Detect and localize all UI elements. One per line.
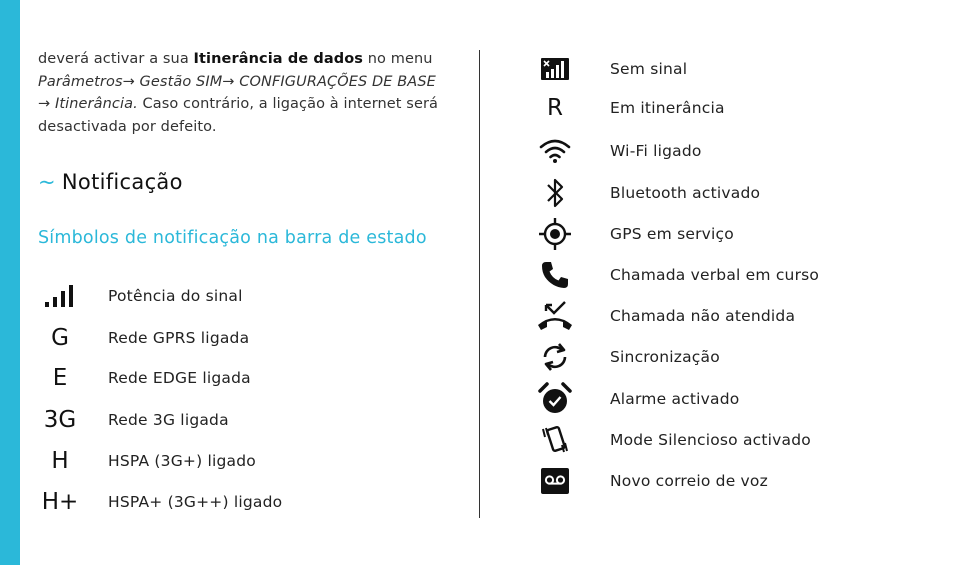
gprs-icon [37, 318, 83, 358]
list-item-label: Rede 3G ligada [108, 411, 229, 429]
gprs-glyph: G [51, 325, 69, 351]
heading-title: Notificação [61, 170, 183, 194]
list-item-label: HSPA+ (3G++) ligado [108, 493, 283, 511]
phone-call-icon [532, 255, 578, 295]
list-item-label: Chamada não atendida [610, 307, 796, 325]
edge-icon [37, 358, 83, 398]
bluetooth-icon [532, 173, 578, 213]
3g-icon [37, 400, 83, 440]
alarm-icon [532, 379, 578, 419]
3g-glyph: 3G [43, 407, 77, 433]
intro-bold-term: Itinerância de dados [193, 51, 364, 67]
gps-icon [532, 214, 578, 254]
intro-text-1: deverá activar a sua [38, 51, 194, 67]
intro-menu-path: Parâmetros→ Gestão SIM→ CONFIGURAÇÕES DE BASE [38, 73, 436, 90]
heading-tilde: ~ [38, 170, 56, 194]
wifi-icon [532, 131, 578, 171]
section-subheading: Símbolos de notificação na barra de estado [38, 228, 427, 248]
list-item [532, 49, 687, 89]
list-item-label: Em itinerância [610, 99, 725, 117]
hspa-glyph: H [51, 448, 69, 474]
list-item [532, 131, 702, 171]
hspa-icon [37, 441, 83, 481]
list-item [37, 318, 249, 358]
list-item-label: Wi-Fi ligado [610, 142, 702, 160]
list-item-label: GPS em serviço [610, 225, 734, 243]
list-item [37, 482, 282, 522]
vibrate-icon [532, 420, 578, 460]
no-signal-icon [532, 49, 578, 89]
intro-menu-path-end: → Itinerância. [38, 96, 138, 112]
section-heading [38, 170, 183, 194]
intro-text-3: Caso contrário, a ligação à internet será desactivada por defeito. [38, 96, 439, 135]
roaming-icon [532, 88, 578, 128]
list-item-label: Alarme activado [610, 390, 740, 408]
list-item-label: Mode Silencioso activado [610, 431, 811, 449]
list-item [532, 296, 795, 336]
list-item [532, 461, 768, 501]
intro-paragraph [38, 48, 463, 138]
list-item [532, 379, 739, 419]
sync-icon [532, 337, 578, 377]
list-item [532, 88, 725, 128]
list-item [532, 214, 734, 254]
intro-text-2: no menu [363, 51, 433, 67]
list-item [37, 276, 243, 316]
list-item [37, 400, 229, 440]
roaming-glyph: R [547, 95, 563, 121]
list-item-label: Rede GPRS ligada [108, 329, 250, 347]
list-item [532, 337, 720, 377]
list-item-label: HSPA (3G+) ligado [108, 452, 256, 470]
signal-strength-icon [37, 276, 83, 316]
list-item-label: Novo correio de voz [610, 472, 768, 490]
hspa-plus-glyph: H+ [41, 489, 79, 515]
list-item [37, 358, 251, 398]
hspa-plus-icon [37, 482, 83, 522]
list-item-label: Sem sinal [610, 60, 688, 78]
list-item [37, 441, 256, 481]
list-item [532, 173, 760, 213]
missed-call-icon [532, 296, 578, 336]
voicemail-icon [532, 461, 578, 501]
list-item-label: Sincronização [610, 348, 720, 366]
accent-sidebar-bar [0, 0, 20, 565]
column-divider [479, 50, 480, 518]
list-item-label: Bluetooth activado [610, 184, 761, 202]
list-item-label: Rede EDGE ligada [108, 369, 251, 387]
list-item [532, 255, 819, 295]
list-item-label: Potência do sinal [108, 287, 243, 305]
list-item [532, 420, 811, 460]
list-item-label: Chamada verbal em curso [610, 266, 820, 284]
edge-glyph: E [52, 365, 68, 391]
